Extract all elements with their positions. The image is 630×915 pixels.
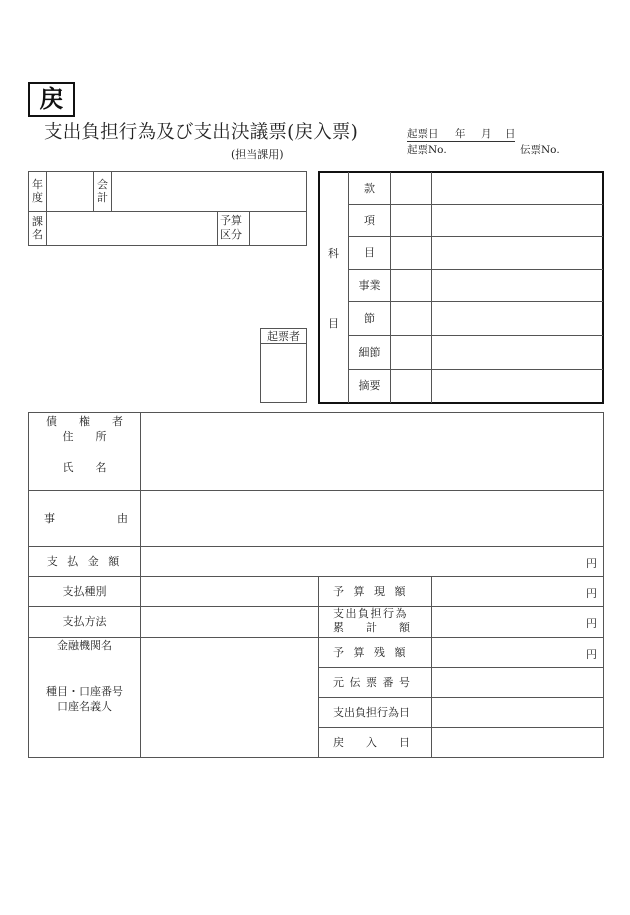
subject-code-kan[interactable] — [391, 172, 431, 204]
account-label: 会計 — [97, 178, 108, 204]
budget-category-field[interactable] — [250, 212, 306, 245]
day-unit: 日 — [505, 128, 516, 140]
budget-current-field[interactable] — [432, 577, 603, 606]
subject-group-label-top: 科 — [328, 247, 339, 260]
commitment-total-yen: 円 — [586, 617, 597, 630]
commitment-date-label: 支出負担行為日 — [333, 706, 410, 719]
return-date-label: 戻 入 日 — [333, 736, 410, 749]
reason-label-right: 由 — [117, 512, 128, 525]
commitment-total-field[interactable] — [432, 607, 603, 637]
subject-row-moku: 目 — [364, 246, 375, 259]
budget-remaining-yen: 円 — [586, 648, 597, 661]
subject-name-saisetsu[interactable] — [432, 336, 602, 369]
subject-code-saisetsu[interactable] — [391, 336, 431, 369]
payment-method-field[interactable] — [141, 607, 318, 637]
reason-label-left: 事 — [44, 512, 55, 525]
issue-no-label: 起票No. — [407, 144, 447, 156]
name-label: 氏 名 — [62, 461, 107, 474]
commitment-total-label-2: 累 計 額 — [333, 621, 410, 634]
creditor-field[interactable] — [141, 413, 603, 490]
reason-field[interactable] — [141, 491, 603, 546]
bank-name-label: 金融機関名 — [57, 639, 112, 652]
subject-code-jigyou[interactable] — [391, 270, 431, 301]
payment-method-label: 支払方法 — [62, 615, 107, 628]
payment-amount-label: 支 払 金 額 — [46, 555, 123, 568]
commitment-total-label-1: 支出負担行為 — [333, 607, 408, 620]
issue-date-label: 起票日 — [407, 128, 439, 140]
subject-row-tekiyou: 摘要 — [358, 379, 381, 392]
commitment-date-field[interactable] — [432, 698, 603, 727]
payment-amount-yen: 円 — [586, 557, 597, 570]
issue-date-block — [407, 128, 515, 142]
subject-code-setsu[interactable] — [391, 302, 431, 335]
subject-row-saisetsu: 細節 — [358, 346, 381, 359]
budget-remaining-field[interactable] — [432, 638, 603, 667]
subject-row-kou: 項 — [364, 214, 375, 227]
payment-amount-field[interactable] — [141, 547, 603, 576]
account-field[interactable] — [112, 172, 306, 211]
subject-row-jigyou: 事業 — [358, 279, 381, 292]
subject-name-tekiyou[interactable] — [432, 370, 602, 402]
creditor-label: 債 権 者 — [46, 415, 123, 428]
slip-no-label: 伝票No. — [520, 144, 560, 156]
subject-row-kan: 款 — [364, 182, 375, 195]
subject-row-setsu: 節 — [364, 312, 375, 325]
page-subtitle: (担当課用) — [231, 148, 284, 161]
subject-code-tekiyou[interactable] — [391, 370, 431, 402]
fiscal-year-label: 年度 — [32, 178, 43, 204]
subject-code-moku[interactable] — [391, 237, 431, 269]
issuer-seal-field[interactable] — [261, 344, 306, 402]
return-stamp-box — [28, 82, 75, 117]
budget-current-label: 予 算 現 額 — [333, 585, 409, 598]
budget-category-label: 予算区分 — [220, 214, 242, 241]
subject-name-setsu[interactable] — [432, 302, 602, 335]
bank-account-field[interactable] — [141, 638, 318, 757]
subject-name-moku[interactable] — [432, 237, 602, 269]
budget-remaining-label: 予 算 残 額 — [333, 646, 409, 659]
address-label: 住 所 — [62, 430, 107, 443]
section-field[interactable] — [47, 212, 217, 245]
subject-name-jigyou[interactable] — [432, 270, 602, 301]
account-type-number-label: 種目・口座番号 — [46, 685, 123, 698]
month-unit: 月 — [481, 128, 492, 140]
subject-code-kou[interactable] — [391, 205, 431, 236]
subject-name-kou[interactable] — [432, 205, 602, 236]
subject-group-label-bottom: 目 — [328, 317, 339, 330]
return-date-field[interactable] — [432, 728, 603, 757]
payment-type-label: 支払種別 — [62, 585, 107, 598]
year-unit: 年 — [455, 128, 466, 140]
budget-current-yen: 円 — [586, 587, 597, 600]
issuer-label: 起票者 — [267, 330, 300, 343]
section-label: 課名 — [32, 215, 43, 241]
original-slip-number-label: 元 伝 票 番 号 — [333, 676, 411, 689]
return-stamp-text: 戻 — [39, 85, 64, 113]
fiscal-year-field[interactable] — [47, 172, 93, 211]
page-title: 支出負担行為及び支出決議票(戻入票) — [44, 122, 359, 143]
payment-type-field[interactable] — [141, 577, 318, 606]
original-slip-number-field[interactable] — [432, 668, 603, 697]
subject-name-kan[interactable] — [432, 172, 602, 204]
account-holder-label: 口座名義人 — [57, 700, 112, 713]
